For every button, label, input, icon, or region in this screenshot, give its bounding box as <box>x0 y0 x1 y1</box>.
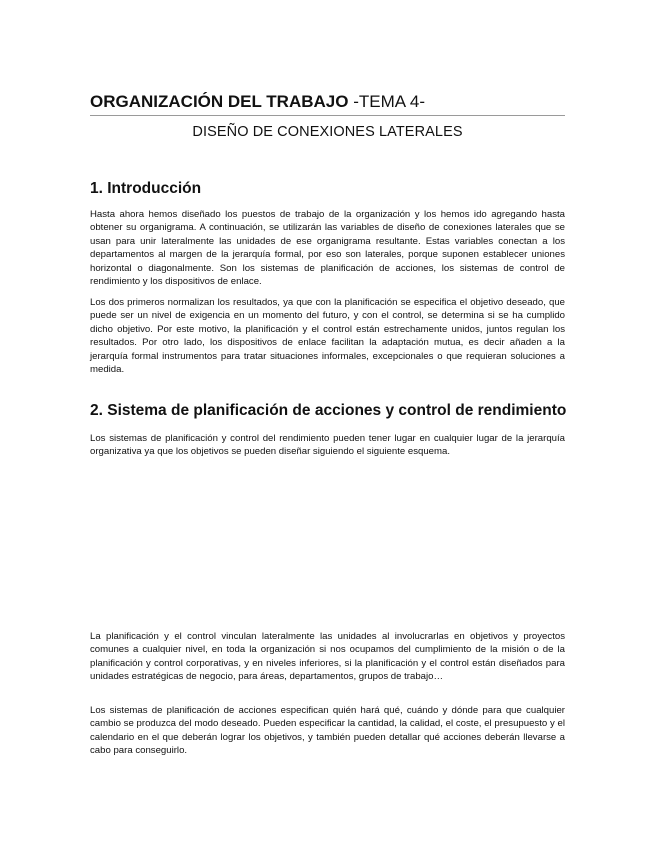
document-header <box>90 92 565 116</box>
paragraph-planificacion-1: Los sistemas de planificación y control del rendimiento pueden tener lugar en cualquier lugar de la jerarquía organizativa ya que los objetivos se pueden diseñar siguiendo el siguiente esquema. <box>90 433 565 458</box>
section-heading-planificacion: 2. Sistema de planificación de acciones y control de rendimiento <box>90 402 567 419</box>
paragraph-intro-1: Hasta ahora hemos diseñado los puestos de trabajo de la organización y los hemos ido agregando hasta obtener su organigrama. A continuación, se utilizarán las variables de diseño de conexiones laterales que se usan para unir lateralmente las unidades de ese organigrama resultante. Estas variables conectan a los departamentos al margen de la jerarquía formal, por eso son laterales, porque suponen establecer uniones horizontal o diagonalmente. Son los sistemas de planificación de acciones, los sistemas de control de rendimiento y los dispositivos de enlace. <box>90 209 565 288</box>
paragraph-planificacion-3: Los sistemas de planificación de acciones especifican quién hará qué, cuándo y dónde para que cualquier cambio se produzca del modo deseado. Pueden especificar la cantidad, la calidad, el coste, el presupuesto y el calendario en el que deberán lograr los objetivos, y también pueden detallar qué acciones deberán llevarse a cabo para conseguirlo. <box>90 705 565 757</box>
paragraph-intro-2: Los dos primeros normalizan los resultados, ya que con la planificación se especifica el objetivo deseado, que puede ser un nivel de exigencia en un momento del futuro, y con el control, se determina si se ha cumplido dicho objetivo. Por este motivo, la planificación y el control están estrechamente unidos, juntos regulan los resultados. Por otro lado, los dispositivos de enlace facilitan la adaptación mutua, es decir añaden a la jerarquía formal instrumentos para tratar situaciones informales, excepcionales o que requieran soluciones a medida. <box>90 297 565 376</box>
paragraph-planificacion-2: La planificación y el control vinculan lateralmente las unidades al involucrarlas en objetivos y proyectos comunes a cualquier nivel, en toda la organización si nos ocupamos del cumplimiento de la misión o de la planificación y control corporativas, y en niveles inferiores, si la planificación y el control están diseñados para unidades estratégicas de negocio, para áreas, departamentos, grupos de trabajo… <box>90 631 565 683</box>
document-title: ORGANIZACIÓN DEL TRABAJO <box>90 92 349 111</box>
section-heading-introduccion: 1. Introducción <box>90 180 202 197</box>
document-subtitle: DISEÑO DE CONEXIONES LATERALES <box>192 124 463 140</box>
document-topic: -TEMA 4- <box>348 92 425 111</box>
